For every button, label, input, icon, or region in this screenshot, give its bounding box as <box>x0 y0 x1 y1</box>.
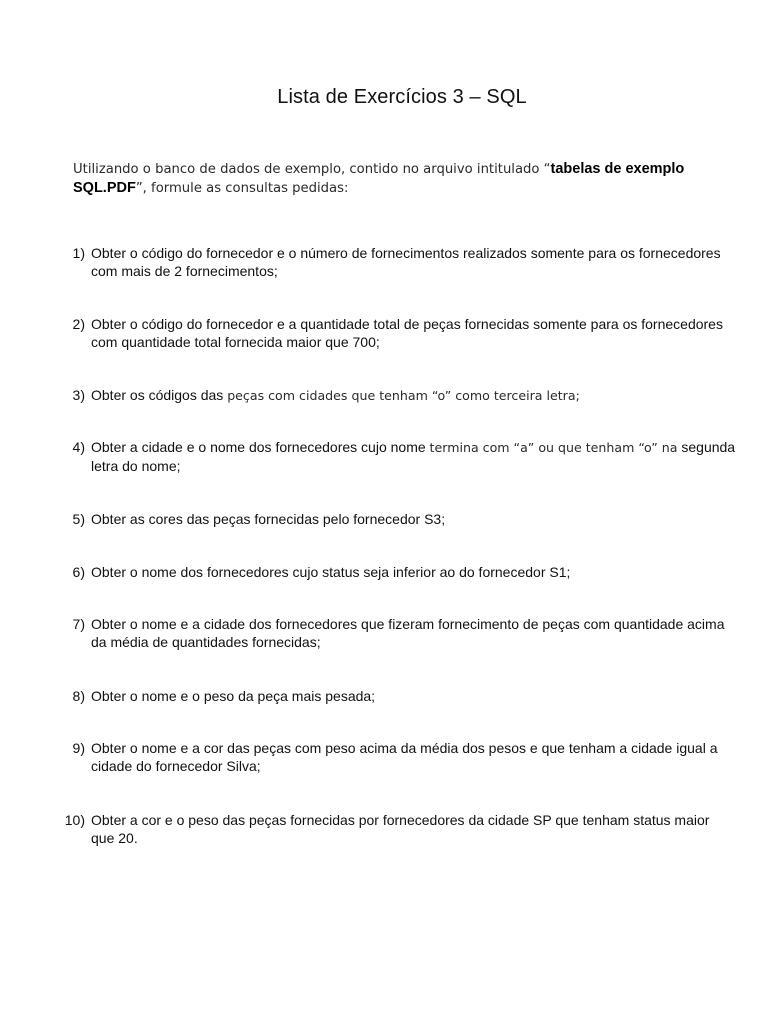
exercise-text-part: segunda letra do nome; <box>91 439 736 474</box>
exercise-text: Obter o nome e a cor das peças com peso acima da média dos pesos e que tenham a cidade igual a cidade do fornecedor Silva; <box>91 740 718 774</box>
exercise-text: Obter o código do fornecedor e o número de fornecimentos realizados somente para os fornecedores com mais de 2 fornecimentos; <box>91 245 721 279</box>
exercise-text: Obter o nome e a cidade dos fornecedores que fizeram fornecimento de peças com quantidade acima da média de quantidades fornecidas; <box>91 616 725 650</box>
exercise-number: 9) <box>72 740 85 756</box>
exercise-number: 6) <box>72 564 85 580</box>
exercise-number: 1) <box>72 245 85 261</box>
exercise-number: 7) <box>72 616 85 632</box>
exercise-number: 10) <box>64 812 85 828</box>
exercise-number: 8) <box>72 688 85 704</box>
exercise-number: 5) <box>72 511 85 527</box>
exercise-number: 3) <box>72 387 85 403</box>
intro-suffix: ”, formule as consultas pedidas: <box>135 181 349 196</box>
page-title: Lista de Exercícios 3 – SQL <box>277 86 527 108</box>
exercise-text: Obter o nome e o peso da peça mais pesada; <box>91 688 376 704</box>
exercise-text <box>91 438 736 475</box>
exercise-text: Obter as cores das peças fornecidas pelo fornecedor S3; <box>91 511 446 527</box>
exercise-text-part: peças com cidades que tenham “o” como terceira letra; <box>227 388 580 403</box>
intro-file-name: tabelas de exemplo SQL.PDF <box>73 161 685 196</box>
exercise-number: 2) <box>72 316 85 332</box>
intro-paragraph <box>73 160 723 198</box>
exercise-text-part: termina com “a” ou que tenham “o” na <box>429 440 678 455</box>
exercise-text: Obter o código do fornecedor e a quantidade total de peças fornecidas somente para os fornecedores com quantidade total fornecida maior que 700; <box>91 316 723 350</box>
exercise-number: 4) <box>72 439 85 455</box>
intro-prefix: Utilizando o banco de dados de exemplo, contido no arquivo intitulado “ <box>73 162 551 177</box>
exercise-text: Obter a cor e o peso das peças fornecidas por fornecedores da cidade SP que tenham status maior que 20. <box>91 812 710 846</box>
exercise-text: Obter o nome dos fornecedores cujo status seja inferior ao do fornecedor S1; <box>91 564 571 580</box>
exercise-text-part: Obter a cidade e o nome dos fornecedores cujo nome <box>91 439 430 455</box>
exercise-text <box>91 386 736 405</box>
exercise-text-part: Obter os códigos das <box>91 387 228 403</box>
